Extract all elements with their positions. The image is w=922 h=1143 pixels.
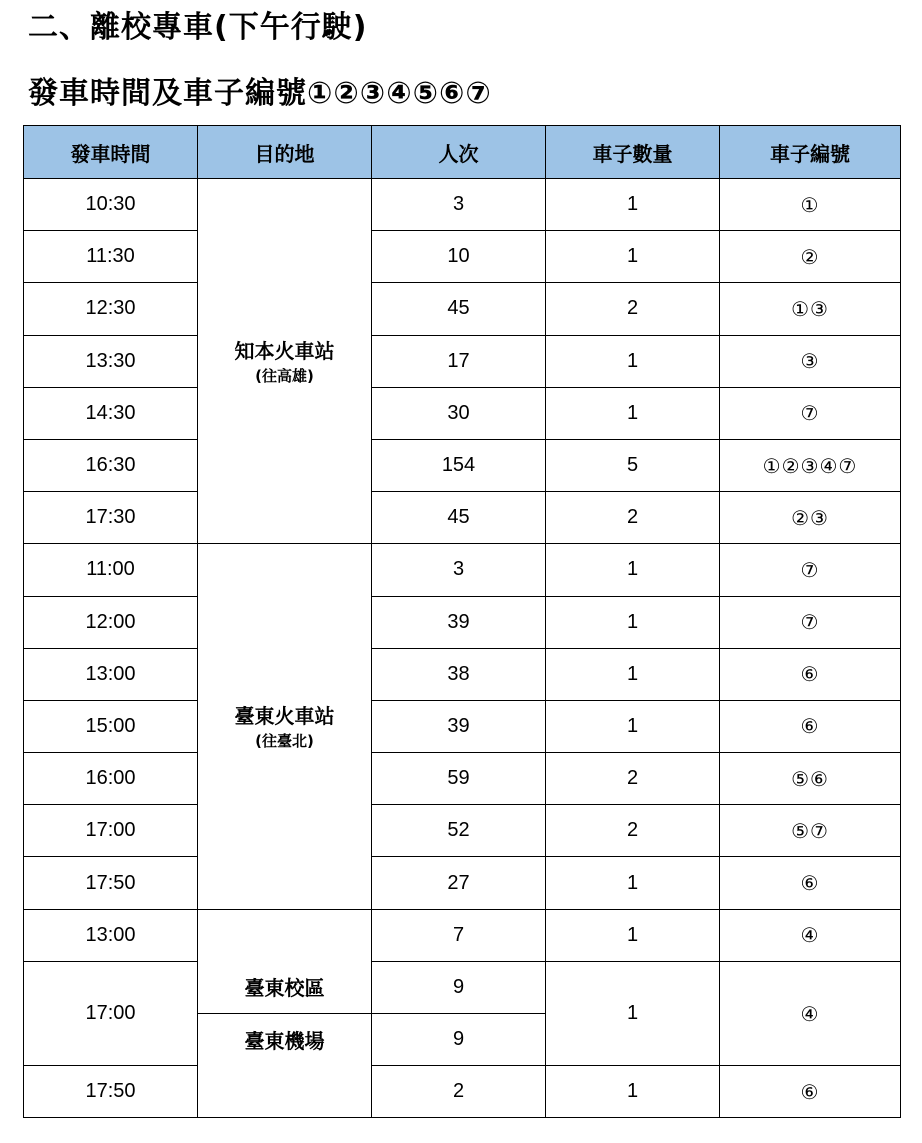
destination-name: 臺東火車站 (234, 704, 335, 729)
passenger-count: 3 (372, 544, 546, 596)
passenger-count: 17 (372, 335, 546, 387)
table-row (24, 231, 901, 283)
vehicle-count: 1 (546, 909, 720, 961)
departure-time: 17:50 (24, 1066, 198, 1118)
passenger-count: 45 (372, 492, 546, 544)
vehicle-count: 1 (546, 231, 720, 283)
passenger-count: 45 (372, 283, 546, 335)
passenger-count: 59 (372, 753, 546, 805)
destination-note: (往臺北) (255, 732, 314, 751)
vehicle-count: 2 (546, 753, 720, 805)
table-row (24, 648, 901, 700)
passenger-count: 3 (372, 179, 546, 231)
departure-time: 16:00 (24, 753, 198, 805)
vehicle-numbers: ① (720, 179, 901, 231)
destination-cell (198, 179, 372, 544)
passenger-count: 27 (372, 857, 546, 909)
departure-time: 13:30 (24, 335, 198, 387)
passenger-count: 38 (372, 648, 546, 700)
departure-time: 15:00 (24, 700, 198, 752)
destination-cell (198, 1014, 372, 1118)
vehicle-count: 1 (546, 857, 720, 909)
vehicle-count: 1 (546, 648, 720, 700)
vehicle-numbers: ①②③④⑦ (720, 439, 901, 491)
table-row (24, 492, 901, 544)
vehicle-numbers: ⑥ (720, 857, 901, 909)
passenger-count: 10 (372, 231, 546, 283)
vehicle-count: 1 (546, 335, 720, 387)
vehicle-numbers: ④ (720, 909, 901, 961)
table-row (24, 179, 901, 231)
destination-cell (198, 544, 372, 909)
vehicle-count: 1 (546, 544, 720, 596)
table-row (24, 1066, 901, 1118)
departure-time: 13:00 (24, 909, 198, 961)
subtitle: 發車時間及車子編號①②③④⑤⑥⑦ (28, 76, 492, 111)
departure-time: 17:50 (24, 857, 198, 909)
passenger-count: 154 (372, 439, 546, 491)
header-departure-time: 發車時間 (24, 126, 198, 179)
passenger-count: 2 (372, 1066, 546, 1118)
passenger-count: 9 (372, 1014, 546, 1066)
vehicle-count: 1 (546, 961, 720, 1065)
vehicle-count: 1 (546, 596, 720, 648)
vehicle-numbers: ②③ (720, 492, 901, 544)
destination-name: 臺東校區 (244, 976, 325, 1000)
table-row (24, 909, 901, 961)
vehicle-numbers: ⑥ (720, 700, 901, 752)
vehicle-numbers: ⑦ (720, 544, 901, 596)
table-row (24, 439, 901, 491)
vehicle-numbers: ③ (720, 335, 901, 387)
passenger-count: 39 (372, 596, 546, 648)
vehicle-numbers: ⑦ (720, 387, 901, 439)
departure-time: 11:30 (24, 231, 198, 283)
passenger-count: 39 (372, 700, 546, 752)
departure-time: 16:30 (24, 439, 198, 491)
table-row (24, 596, 901, 648)
vehicle-count: 5 (546, 439, 720, 491)
table-row (24, 544, 901, 596)
table-row (24, 961, 901, 1013)
section-title: 二、離校專車(下午行駛) (28, 10, 368, 45)
table-row (24, 283, 901, 335)
departure-time: 12:00 (24, 596, 198, 648)
header-vehicle-count: 車子數量 (546, 126, 720, 179)
vehicle-numbers: ⑤⑦ (720, 805, 901, 857)
departure-time: 13:00 (24, 648, 198, 700)
table-row (24, 753, 901, 805)
vehicle-count: 1 (546, 1066, 720, 1118)
header-passengers: 人次 (372, 126, 546, 179)
vehicle-numbers: ⑥ (720, 1066, 901, 1118)
passenger-count: 7 (372, 909, 546, 961)
vehicle-count: 2 (546, 492, 720, 544)
passenger-count: 30 (372, 387, 546, 439)
table-row (24, 805, 901, 857)
passenger-count: 52 (372, 805, 546, 857)
vehicle-count: 1 (546, 179, 720, 231)
departure-time: 17:00 (24, 961, 198, 1065)
table-row (24, 857, 901, 909)
vehicle-numbers: ⑥ (720, 648, 901, 700)
table-row (24, 387, 901, 439)
vehicle-count: 1 (546, 387, 720, 439)
schedule-table (23, 125, 901, 1118)
departure-time: 11:00 (24, 544, 198, 596)
destination-name: 臺東機場 (244, 1029, 325, 1053)
header-row (24, 126, 901, 179)
vehicle-count: 2 (546, 283, 720, 335)
departure-time: 12:30 (24, 283, 198, 335)
vehicle-count: 1 (546, 700, 720, 752)
vehicle-numbers: ② (720, 231, 901, 283)
destination-cell (198, 909, 372, 1013)
departure-time: 17:30 (24, 492, 198, 544)
vehicle-numbers: ⑤⑥ (720, 753, 901, 805)
vehicle-numbers: ⑦ (720, 596, 901, 648)
table-row (24, 700, 901, 752)
passenger-count: 9 (372, 961, 546, 1013)
vehicle-numbers: ①③ (720, 283, 901, 335)
header-vehicle-numbers: 車子編號 (720, 126, 901, 179)
vehicle-count: 2 (546, 805, 720, 857)
departure-time: 17:00 (24, 805, 198, 857)
departure-time: 14:30 (24, 387, 198, 439)
departure-time: 10:30 (24, 179, 198, 231)
destination-name: 知本火車站 (234, 339, 335, 364)
table-row (24, 335, 901, 387)
destination-note: (往高雄) (255, 367, 314, 386)
vehicle-numbers: ④ (720, 961, 901, 1065)
header-destination: 目的地 (198, 126, 372, 179)
